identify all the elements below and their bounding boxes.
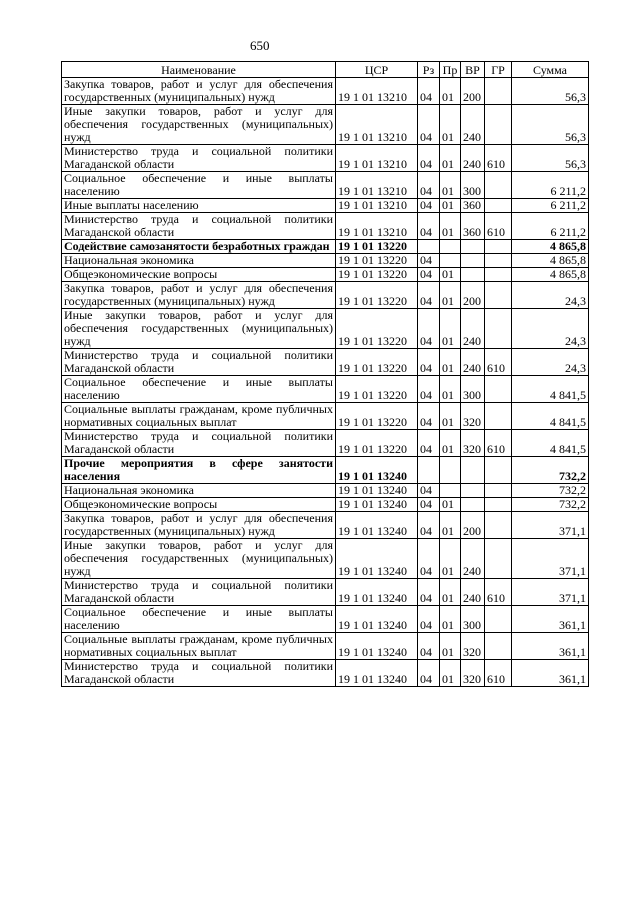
cell-sum: 4 841,5 [512, 403, 589, 430]
cell-name: Министерство труда и социальной политики Магаданской области [62, 660, 336, 687]
cell-gr [485, 282, 512, 309]
cell-name: Закупка товаров, работ и услуг для обеспечения государственных (муниципальных) нужд [62, 282, 336, 309]
cell-vr: 320 [461, 633, 485, 660]
cell-csr: 19 1 01 13240 [336, 660, 418, 687]
cell-gr [485, 309, 512, 349]
cell-sum: 24,3 [512, 349, 589, 376]
cell-sum: 371,1 [512, 579, 589, 606]
cell-sum: 361,1 [512, 660, 589, 687]
table-row [62, 309, 589, 349]
cell-pr: 01 [440, 660, 461, 687]
cell-sum: 371,1 [512, 539, 589, 579]
cell-name: Иные закупки товаров, работ и услуг для обеспечения государственных (муниципальных) нужд [62, 539, 336, 579]
cell-vr [461, 240, 485, 254]
table-row [62, 403, 589, 430]
cell-gr: 610 [485, 349, 512, 376]
cell-name: Министерство труда и социальной политики Магаданской области [62, 579, 336, 606]
cell-gr [485, 254, 512, 268]
cell-pr: 01 [440, 539, 461, 579]
cell-pr [440, 484, 461, 498]
cell-sum: 4 841,5 [512, 430, 589, 457]
header-sum: Сумма [512, 62, 589, 78]
table-row [62, 213, 589, 240]
cell-sum: 6 211,2 [512, 199, 589, 213]
cell-gr: 610 [485, 430, 512, 457]
cell-gr [485, 172, 512, 199]
cell-csr: 19 1 01 13210 [336, 78, 418, 105]
cell-name: Общеэкономические вопросы [62, 498, 336, 512]
cell-gr [485, 105, 512, 145]
cell-sum: 56,3 [512, 145, 589, 172]
cell-name: Содействие самозанятости безработных граждан [62, 240, 336, 254]
cell-name: Национальная экономика [62, 484, 336, 498]
cell-sum: 361,1 [512, 606, 589, 633]
cell-gr [485, 539, 512, 579]
cell-sum: 732,2 [512, 457, 589, 484]
cell-pr: 01 [440, 606, 461, 633]
table-row [62, 268, 589, 282]
cell-gr [485, 633, 512, 660]
cell-pr: 01 [440, 282, 461, 309]
header-pr: Пр [440, 62, 461, 78]
cell-vr [461, 484, 485, 498]
cell-csr: 19 1 01 13210 [336, 145, 418, 172]
table-row [62, 430, 589, 457]
cell-rz [418, 240, 440, 254]
cell-pr: 01 [440, 309, 461, 349]
cell-gr [485, 512, 512, 539]
cell-rz: 04 [418, 539, 440, 579]
table-row [62, 376, 589, 403]
cell-csr: 19 1 01 13240 [336, 484, 418, 498]
cell-sum: 4 865,8 [512, 240, 589, 254]
cell-pr: 01 [440, 172, 461, 199]
cell-rz: 04 [418, 349, 440, 376]
cell-rz [418, 457, 440, 484]
cell-pr: 01 [440, 199, 461, 213]
header-gr: ГР [485, 62, 512, 78]
cell-name: Социальные выплаты гражданам, кроме публичных нормативных социальных выплат [62, 633, 336, 660]
table-row [62, 633, 589, 660]
cell-rz: 04 [418, 579, 440, 606]
cell-pr: 01 [440, 78, 461, 105]
cell-vr: 320 [461, 430, 485, 457]
cell-rz: 04 [418, 376, 440, 403]
cell-rz: 04 [418, 268, 440, 282]
cell-vr: 200 [461, 282, 485, 309]
cell-rz: 04 [418, 633, 440, 660]
cell-name: Закупка товаров, работ и услуг для обеспечения государственных (муниципальных) нужд [62, 78, 336, 105]
cell-name: Социальное обеспечение и иные выплаты населению [62, 172, 336, 199]
cell-rz: 04 [418, 309, 440, 349]
cell-name: Закупка товаров, работ и услуг для обеспечения государственных (муниципальных) нужд [62, 512, 336, 539]
cell-vr: 240 [461, 105, 485, 145]
cell-csr: 19 1 01 13220 [336, 282, 418, 309]
cell-sum: 361,1 [512, 633, 589, 660]
cell-name: Иные выплаты населению [62, 199, 336, 213]
table-row [62, 579, 589, 606]
cell-pr: 01 [440, 349, 461, 376]
cell-csr: 19 1 01 13220 [336, 349, 418, 376]
table-row [62, 606, 589, 633]
cell-csr: 19 1 01 13220 [336, 403, 418, 430]
cell-csr: 19 1 01 13240 [336, 606, 418, 633]
cell-vr: 360 [461, 199, 485, 213]
cell-sum: 732,2 [512, 484, 589, 498]
cell-rz: 04 [418, 199, 440, 213]
cell-sum: 4 865,8 [512, 254, 589, 268]
cell-csr: 19 1 01 13240 [336, 457, 418, 484]
cell-gr: 610 [485, 579, 512, 606]
cell-name: Социальные выплаты гражданам, кроме публичных нормативных социальных выплат [62, 403, 336, 430]
cell-sum: 371,1 [512, 512, 589, 539]
cell-sum: 56,3 [512, 105, 589, 145]
cell-csr: 19 1 01 13240 [336, 498, 418, 512]
table-row [62, 254, 589, 268]
cell-pr: 01 [440, 376, 461, 403]
cell-rz: 04 [418, 430, 440, 457]
header-csr: ЦСР [336, 62, 418, 78]
cell-csr: 19 1 01 13240 [336, 539, 418, 579]
cell-vr: 240 [461, 145, 485, 172]
cell-vr: 240 [461, 579, 485, 606]
cell-vr: 200 [461, 512, 485, 539]
cell-csr: 19 1 01 13210 [336, 105, 418, 145]
cell-pr [440, 457, 461, 484]
cell-rz: 04 [418, 254, 440, 268]
budget-table [61, 61, 589, 687]
cell-rz: 04 [418, 213, 440, 240]
table-row [62, 240, 589, 254]
cell-sum: 6 211,2 [512, 213, 589, 240]
cell-csr: 19 1 01 13210 [336, 213, 418, 240]
cell-gr [485, 240, 512, 254]
cell-pr: 01 [440, 633, 461, 660]
cell-gr [485, 498, 512, 512]
cell-rz: 04 [418, 282, 440, 309]
cell-name: Министерство труда и социальной политики Магаданской области [62, 349, 336, 376]
header-name: Наименование [62, 62, 336, 78]
cell-csr: 19 1 01 13210 [336, 199, 418, 213]
cell-rz: 04 [418, 512, 440, 539]
cell-rz: 04 [418, 606, 440, 633]
table-row [62, 512, 589, 539]
cell-pr: 01 [440, 579, 461, 606]
cell-vr [461, 457, 485, 484]
cell-gr [485, 484, 512, 498]
cell-vr: 300 [461, 172, 485, 199]
cell-vr: 360 [461, 213, 485, 240]
cell-csr: 19 1 01 13210 [336, 172, 418, 199]
cell-vr: 300 [461, 376, 485, 403]
cell-gr [485, 457, 512, 484]
table-row [62, 484, 589, 498]
cell-sum: 732,2 [512, 498, 589, 512]
cell-gr: 610 [485, 213, 512, 240]
cell-sum: 24,3 [512, 309, 589, 349]
cell-pr [440, 254, 461, 268]
cell-vr: 320 [461, 403, 485, 430]
cell-sum: 56,3 [512, 78, 589, 105]
table-row [62, 145, 589, 172]
cell-gr [485, 606, 512, 633]
cell-pr: 01 [440, 105, 461, 145]
table-row [62, 498, 589, 512]
cell-rz: 04 [418, 172, 440, 199]
table-row [62, 539, 589, 579]
cell-rz: 04 [418, 403, 440, 430]
table-row [62, 282, 589, 309]
cell-rz: 04 [418, 78, 440, 105]
header-rz: Рз [418, 62, 440, 78]
table-body [62, 78, 589, 687]
cell-csr: 19 1 01 13240 [336, 512, 418, 539]
cell-rz: 04 [418, 660, 440, 687]
cell-csr: 19 1 01 13220 [336, 430, 418, 457]
cell-csr: 19 1 01 13220 [336, 254, 418, 268]
cell-sum: 4 865,8 [512, 268, 589, 282]
cell-csr: 19 1 01 13220 [336, 376, 418, 403]
cell-vr: 240 [461, 309, 485, 349]
cell-vr: 200 [461, 78, 485, 105]
cell-pr: 01 [440, 145, 461, 172]
cell-gr: 610 [485, 660, 512, 687]
table-row [62, 660, 589, 687]
table-row [62, 105, 589, 145]
cell-gr [485, 403, 512, 430]
cell-rz: 04 [418, 484, 440, 498]
cell-pr: 01 [440, 268, 461, 282]
cell-pr: 01 [440, 498, 461, 512]
table-header-row [62, 62, 589, 78]
cell-name: Министерство труда и социальной политики Магаданской области [62, 430, 336, 457]
cell-name: Прочие мероприятия в сфере занятости населения [62, 457, 336, 484]
table-row [62, 172, 589, 199]
table-row [62, 349, 589, 376]
cell-gr [485, 78, 512, 105]
cell-pr: 01 [440, 512, 461, 539]
cell-vr [461, 254, 485, 268]
cell-name: Социальное обеспечение и иные выплаты населению [62, 376, 336, 403]
cell-sum: 6 211,2 [512, 172, 589, 199]
cell-csr: 19 1 01 13220 [336, 240, 418, 254]
cell-name: Общеэкономические вопросы [62, 268, 336, 282]
cell-rz: 04 [418, 145, 440, 172]
cell-gr [485, 376, 512, 403]
page-number: 650 [250, 38, 270, 53]
cell-name: Иные закупки товаров, работ и услуг для обеспечения государственных (муниципальных) нужд [62, 309, 336, 349]
cell-gr [485, 268, 512, 282]
table-row [62, 457, 589, 484]
cell-csr: 19 1 01 13240 [336, 579, 418, 606]
cell-name: Социальное обеспечение и иные выплаты населению [62, 606, 336, 633]
cell-vr: 320 [461, 660, 485, 687]
cell-sum: 4 841,5 [512, 376, 589, 403]
cell-pr: 01 [440, 430, 461, 457]
cell-vr: 300 [461, 606, 485, 633]
cell-gr [485, 199, 512, 213]
cell-vr: 240 [461, 349, 485, 376]
cell-name: Министерство труда и социальной политики Магаданской области [62, 145, 336, 172]
cell-sum: 24,3 [512, 282, 589, 309]
cell-name: Национальная экономика [62, 254, 336, 268]
cell-gr: 610 [485, 145, 512, 172]
cell-rz: 04 [418, 498, 440, 512]
cell-csr: 19 1 01 13220 [336, 309, 418, 349]
header-vr: ВР [461, 62, 485, 78]
cell-pr: 01 [440, 403, 461, 430]
cell-pr [440, 240, 461, 254]
table-row [62, 78, 589, 105]
cell-name: Министерство труда и социальной политики Магаданской области [62, 213, 336, 240]
cell-pr: 01 [440, 213, 461, 240]
cell-name: Иные закупки товаров, работ и услуг для обеспечения государственных (муниципальных) нужд [62, 105, 336, 145]
cell-vr [461, 268, 485, 282]
cell-csr: 19 1 01 13220 [336, 268, 418, 282]
cell-csr: 19 1 01 13240 [336, 633, 418, 660]
cell-vr: 240 [461, 539, 485, 579]
table-row [62, 199, 589, 213]
cell-vr [461, 498, 485, 512]
cell-rz: 04 [418, 105, 440, 145]
